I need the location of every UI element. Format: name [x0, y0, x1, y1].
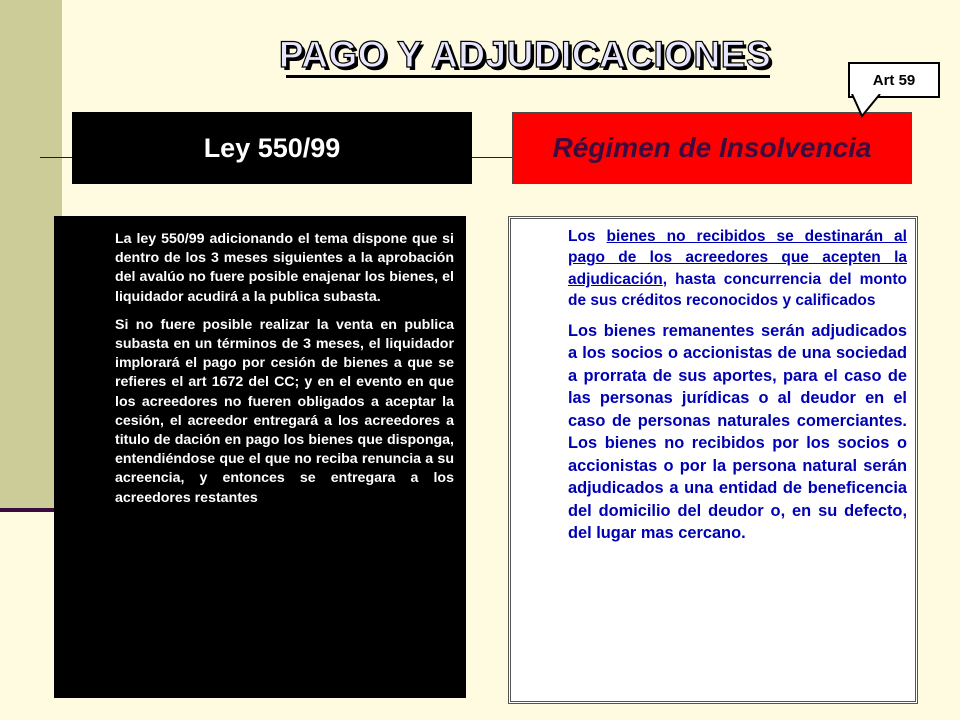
regimen-insolvencia-header-label: Régimen de Insolvencia	[552, 132, 872, 163]
title-underline	[286, 75, 770, 78]
regimen-paragraph-1-rest: , hasta concurrencia del monto de sus créditos reconocidos y calificados	[568, 270, 907, 310]
regimen-paragraph-1-lead: Los	[568, 228, 607, 245]
regimen-paragraph-2: Los bienes remanentes serán adjudicados a los socios o accionistas de una sociedad a prorrata de sus aportes, para el caso de las personas jurídicas o al deudor en el caso de personas naturales comerciantes. Los bienes no recibidos por los socios o accionistas o por la persona natural serán adjudicados a una entidad de beneficencia del domicilio del deudor o, en su defecto, del lugar mas cercano.	[568, 321, 907, 543]
regimen-paragraph-1-underlined: bienes no recibidos se destinarán al pago de los acreedores que acepten la adjudicación	[568, 228, 907, 288]
regimen-insolvencia-header	[512, 112, 912, 184]
ley-550-text-panel	[54, 216, 466, 698]
ley-550-header-label: Ley 550/99	[203, 132, 341, 163]
art-59-callout	[848, 62, 940, 98]
left-decor-strip	[0, 0, 62, 510]
regimen-insolvencia-text-panel	[508, 216, 918, 704]
ley-550-paragraph-2: Si no fuere posible realizar la venta en publica subasta en un términos de 3 meses, el liquidador implorará el pago por cesión de bienes a que se refieres el art 1672 del CC; y en el evento en que los acreedores no fueren obligados a aceptar la cesión, el acreedor entregará a los acreedores a titulo de dación en pago los bienes que disponga, entendiéndose que el que no reciba renuncia a su acreencia, y entonces se entregara a los acreedores restantes	[115, 316, 454, 506]
ley-550-paragraph-1: La ley 550/99 adicionando el tema dispone que si dentro de los 3 meses siguientes a la aprobación del avalúo no fuere posible enajenar los bienes, el liquidador acudirá a la publica subasta.	[115, 231, 454, 305]
regimen-paragraph-1	[568, 226, 907, 312]
art-59-callout-label: Art 59	[872, 71, 916, 89]
slide-title: PAGO Y ADJUDICACIONES	[278, 34, 772, 75]
connector-line-left	[40, 157, 72, 158]
callout-tail-icon	[850, 94, 884, 118]
left-decor-line	[0, 508, 56, 512]
connector-line-middle	[472, 157, 512, 158]
ley-550-header	[72, 112, 472, 184]
